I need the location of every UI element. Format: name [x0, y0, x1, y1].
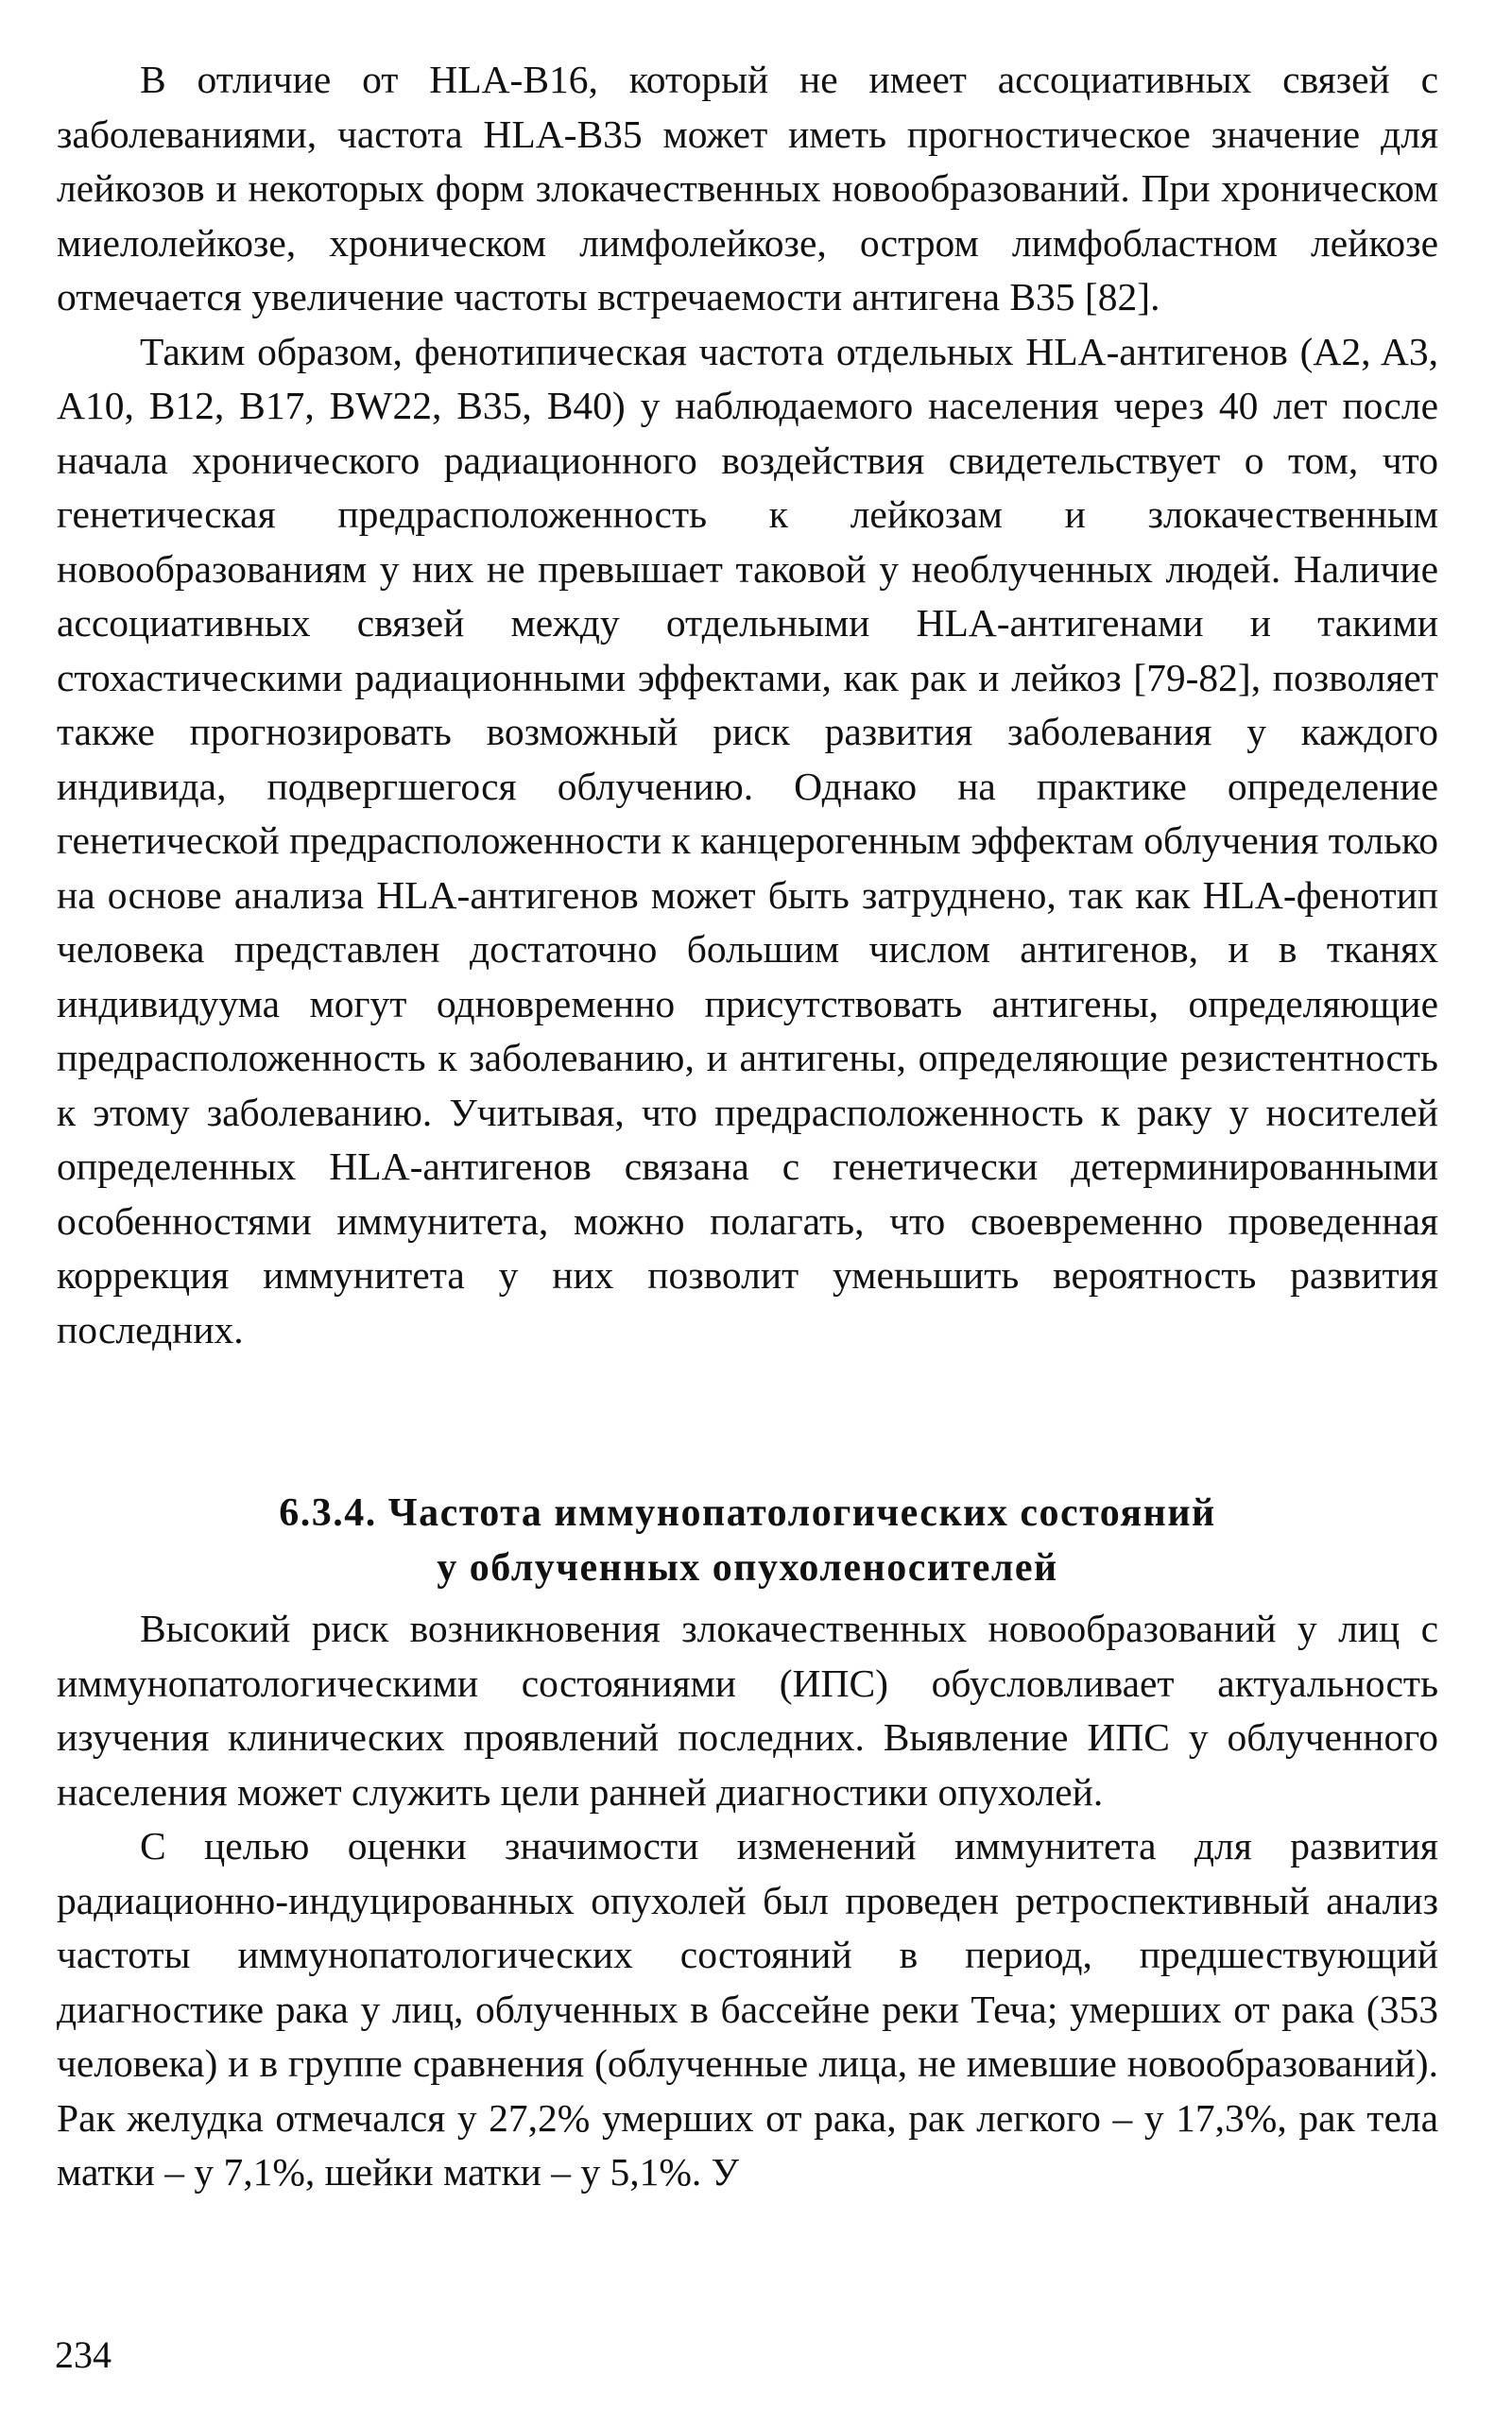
section-heading-line-1: 6.3.4. Частота иммунопатологических состояний	[279, 1491, 1216, 1535]
paragraph-hla-phenotype-conclusion: Таким образом, фенотипическая частота отдельных HLA-антигенов (A2, A3, A10, B12, B17, BW22, B35, B40) у наблюдаемого населения через 40 лет после начала хронического радиационного воздействия свидетельствует о том, что генетическая предрасположенность к лейкозам и злокачественным новообразованиям у них не превышает таковой у необлученных людей. Наличие ассоциативных связей между отдельными HLA-антигенами и такими стохастическими радиационными эффектами, как рак и лейкоз [79-82], позволяет также прогнозировать возможный риск развития заболевания у каждого индивида, подвергшегося облучению. Однако на практике определение генетической предрасположенности к канцерогенным эффектам облучения только на основе анализа HLA-антигенов может быть затруднено, так как HLA-фенотип человека представлен достаточно большим числом антигенов, и в тканях индивидуума могут одновременно присутствовать антигены, определяющие предрасположенность к заболеванию, и антигены, определяющие резистентность к этому заболеванию. Учитывая, что предрасположенность к раку у носителей определенных HLA-антигенов связана с генетически детерминированными особенностями иммунитета, можно полагать, что своевременно проведенная коррекция иммунитета у них позволит уменьшить вероятность развития последних.	[57, 329, 1438, 1351]
section-heading-line-2: у облученных опухоленосителей	[437, 1546, 1058, 1590]
section-heading	[57, 1486, 1438, 1595]
paragraph-retrospective-analysis: С целью оценки значимости изменений иммунитета для развития радиационно-индуцированных опухолей был проведен ретроспективный анализ частоты иммунопатологических состояний в период, предшествующий диагностике рака у лиц, облученных в бассейне реки Теча; умерших от рака (353 человека) и в группе сравнения (облученные лица, не имевшие новообразований). Рак желудка отмечался у 27,2% умерших от рака, рак легкого – у 17,3%, рак тела матки – у 7,1%, шейки матки – у 5,1%. У	[57, 1824, 1438, 2194]
page-number: 234	[55, 2333, 112, 2376]
body-text-bottom	[57, 1602, 1438, 2200]
body-text-top	[57, 53, 1438, 1357]
paragraph-ips-risk: Высокий риск возникновения злокачественных новообразований у лиц с иммунопатологическими состояниями (ИПС) обусловливает актуальность изучения клинических проявлений последних. Выявление ИПС у облученного населения может служить цели ранней диагностики опухолей.	[57, 1607, 1438, 1814]
paragraph-hla-b35: В отличие от HLA-B16, который не имеет ассоциативных связей с заболеваниями, частота HLA-B35 может иметь прогностическое значение для лейкозов и некоторых форм злокачественных новообразований. При хроническом миелолейкозе, хроническом лимфолейкозе, остром лимфобластном лейкозе отмечается увеличение частоты встречаемости антигена B35 [82].	[57, 58, 1438, 318]
